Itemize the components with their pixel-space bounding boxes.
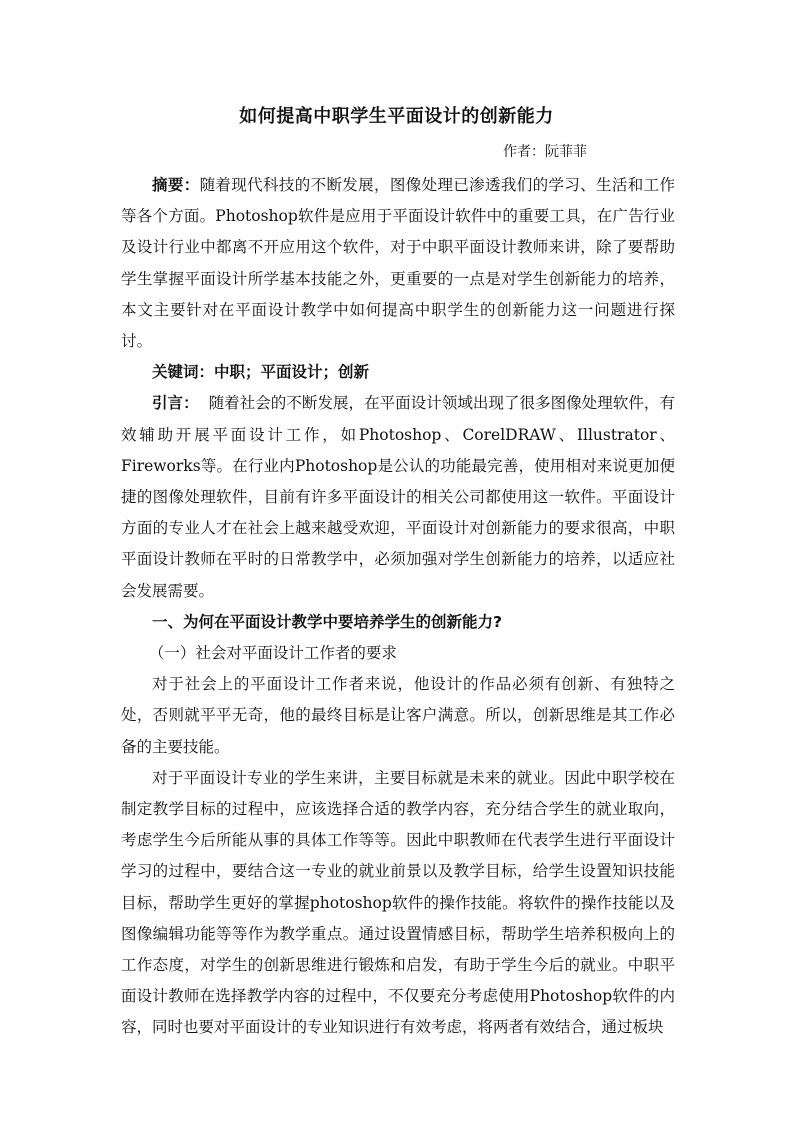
abstract-label: 摘要： xyxy=(152,176,200,194)
abstract-text: 随着现代科技的不断发展，图像处理已渗透我们的学习、生活和工作等各个方面。Photoshop软件是应用于平面设计软件中的重要工具，在广告行业及设计行业中都离不开应用这个软件，对于中职平面设计教师来讲，除了要帮助学生掌握平面设计所学基本技能之外，更重要的一点是对学生创新能力的培养，本文主要针对在平面设计教学中如何提高中职学生的创新能力这一问题进行探讨。 xyxy=(121,176,675,351)
section1-heading: 一、为何在平面设计教学中要培养学生的创新能力? xyxy=(152,612,502,631)
document-title: 如何提高中职学生平面设计的创新能力 xyxy=(239,106,554,127)
keywords-text: 中职；平面设计；创新 xyxy=(214,363,370,382)
intro-text: 随着社会的不断发展，在平面设计领域出现了很多图像处理软件，有效辅助开展平面设计工作，如Photoshop、CorelDRAW、Illustrator、Fireworks等。在行业内Photoshop是公认的功能最完善，使用相对来说更加便捷的图像处理软件，目前有许多平面设计的相关公司都使用这一软件。平面设计方面的专业人才在社会上越来越受欢迎，平面设计对创新能力的要求很高，中职平面设计教师在平时的日常教学中，必须加强对学生创新能力的培养，以适应社会发展需要。 xyxy=(121,394,675,600)
section1-paragraph-1: 对于社会上的平面设计工作者来说，他设计的作品必须有创新、有独特之处，否则就平平无奇，他的最终目标是让客户满意。所以，创新思维是其工作必备的主要技能。 xyxy=(121,675,675,756)
keywords-paragraph xyxy=(121,357,675,388)
section1-paragraph-2: 对于平面设计专业的学生来讲，主要目标就是未来的就业。因此中职学校在制定教学目标的过程中，应该选择合适的教学内容，充分结合学生的就业取向，考虑学生今后所能从事的具体工作等等。因此中职教师在代表学生进行平面设计学习的过程中，要结合这一专业的就业前景以及教学目标，给学生设置知识技能目标，帮助学生更好的掌握photoshop软件的操作技能。将软件的操作技能以及图像编辑功能等等作为教学重点。通过设置情感目标，帮助学生培养积极向上的工作态度，对学生的创新思维进行锻炼和启发，有助于学生今后的就业。中职平面设计教师在选择教学内容的过程中，不仅要充分考虑使用Photoshop软件的内容，同时也要对平面设计的专业知识进行有效考虑，将两者有效结合，通过板块 xyxy=(121,768,675,1037)
author-line: 作者：阮菲菲 xyxy=(503,144,587,160)
abstract-paragraph xyxy=(121,170,675,357)
section1-subheading: （一）社会对平面设计工作者的要求 xyxy=(148,644,397,663)
keywords-label: 关键词： xyxy=(152,363,215,382)
intro-label: 引言： xyxy=(152,394,199,413)
document-body xyxy=(121,170,675,1044)
intro-paragraph xyxy=(121,388,675,606)
